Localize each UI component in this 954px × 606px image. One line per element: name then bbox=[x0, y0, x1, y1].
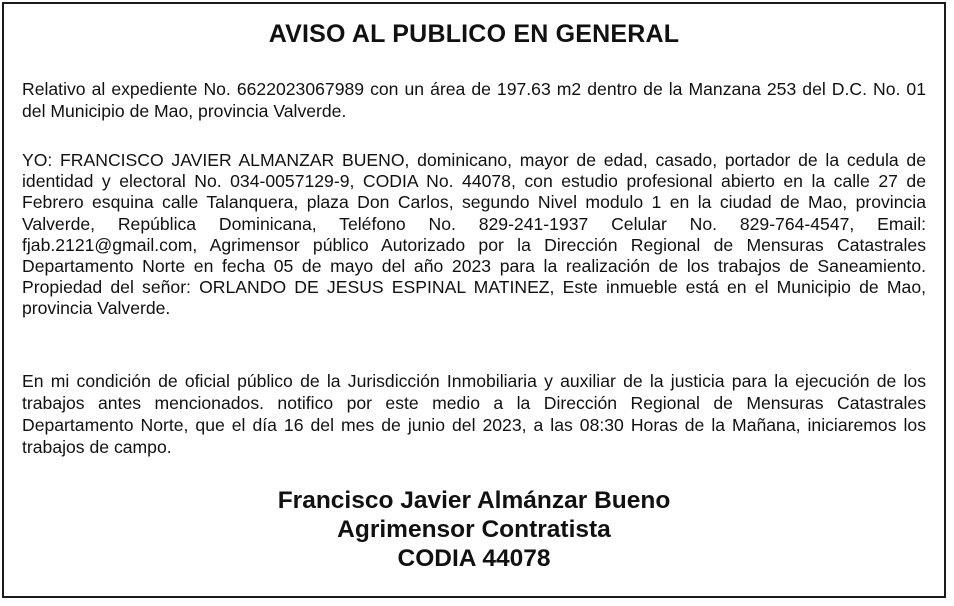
paragraph-surveyor-declaration: YO: FRANCISCO JAVIER ALMANZAR BUENO, dominicano, mayor de edad, casado, portador de la cedula de identidad y electoral No. 034-0057129-9, CODIA No. 44078, con estudio profesional abierto en la calle 27 de Febrero esquina calle Talanquera, plaza Don Carlos, segundo Nivel modulo 1 en la ciudad de Mao, provincia Valverde, República Dominicana, Teléfono No. 829-241-1937 Celular No. 829-764-4547, Email: fjab.2121@gmail.com, Agrimensor público Autorizado por la Dirección Regional de Mensuras Catastrales Departamento Norte en fecha 05 de mayo del año 2023 para la realización de los trabajos de Saneamiento. Propiedad del señor: ORLANDO DE JESUS ESPINAL MATINEZ, Este inmueble está en el Municipio de Mao, provincia Valverde. bbox=[22, 150, 926, 319]
notice-title: AVISO AL PUBLICO EN GENERAL bbox=[268, 20, 680, 48]
signature-name: Francisco Javier Almánzar Bueno bbox=[277, 487, 671, 514]
signature-codia: CODIA 44078 bbox=[397, 545, 551, 572]
paragraph-expediente: Relativo al expediente No. 6622023067989 con un área de 197.63 m2 dentro de la Manzana 253 del D.C. No. 01 del Municipio de Mao, provincia Valverde. bbox=[22, 79, 926, 121]
signature-block bbox=[4, 486, 944, 573]
public-notice bbox=[2, 2, 946, 598]
signature-role: Agrimensor Contratista bbox=[337, 516, 611, 543]
paragraph-notification: En mi condición de oficial público de la Jurisdicción Inmobiliaria y auxiliar de la justicia para la ejecución de los trabajos antes mencionados. notifico por este medio a la Dirección Regional de Mensuras Catastrales Departamento Norte, que el día 16 del mes de junio del 2023, a las 08:30 Horas de la Mañana, iniciaremos los trabajos de campo. bbox=[22, 371, 926, 457]
